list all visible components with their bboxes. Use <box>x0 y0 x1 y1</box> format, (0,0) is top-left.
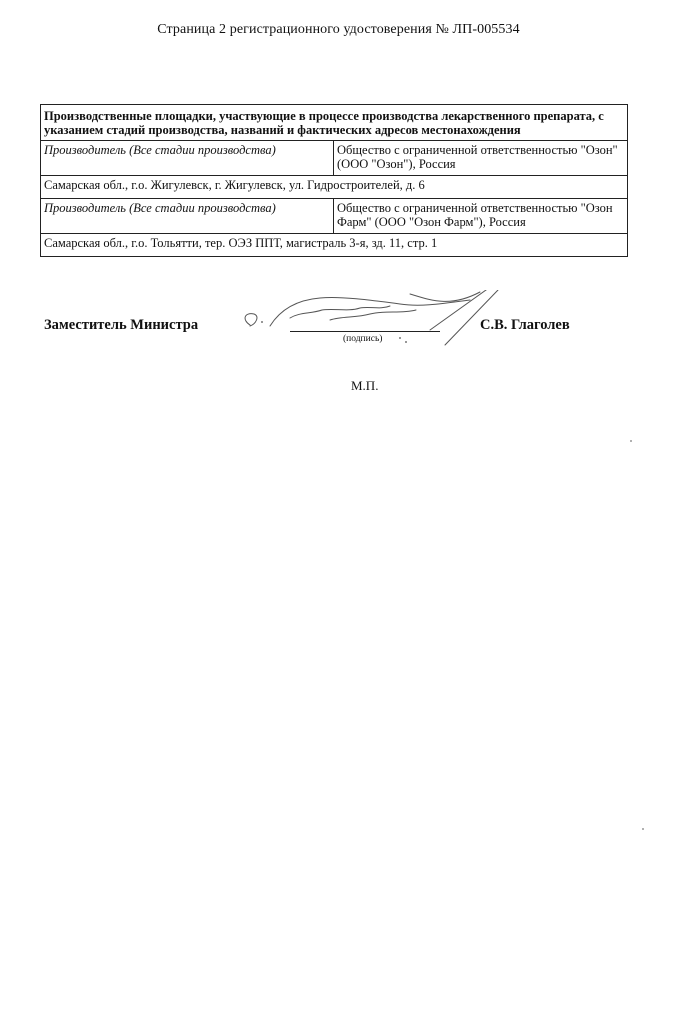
table-heading: Производственные площадки, участвующие в процессе производства лекарственного препарата, с указанием стадий производства, названий и фактических адресов местонахождения <box>41 105 628 141</box>
signature-line <box>290 331 440 332</box>
signatory-name: С.В. Глаголев <box>480 317 570 333</box>
signature-caption: (подпись) <box>343 334 383 344</box>
table-heading-row <box>41 105 628 141</box>
table-row <box>41 199 628 234</box>
page-header: Страница 2 регистрационного удостоверения № ЛП-005534 <box>157 22 520 37</box>
manufacturer-role: Производитель (Все стадии производства) <box>41 141 334 176</box>
stamp-label: М.П. <box>351 378 379 393</box>
table-row <box>41 176 628 199</box>
manufacturer-company: Общество с ограниченной ответственностью "Озон" (ООО "Озон"), Россия <box>334 141 628 176</box>
manufacturer-company: Общество с ограниченной ответственностью "Озон Фарм" (ООО "Озон Фарм"), Россия <box>334 199 628 234</box>
manufacturer-address: Самарская обл., г.о. Тольятти, тер. ОЭЗ ППТ, магистраль 3-я, зд. 11, стр. 1 <box>41 234 628 257</box>
scan-artifact <box>630 440 632 442</box>
table-row <box>41 234 628 257</box>
table-row <box>41 141 628 176</box>
signature-block <box>0 290 677 400</box>
scan-artifact <box>642 828 644 830</box>
position-title: Заместитель Министра <box>44 317 199 333</box>
production-sites-table <box>40 104 628 257</box>
manufacturer-role: Производитель (Все стадии производства) <box>41 199 334 234</box>
handwritten-signature <box>230 290 510 360</box>
manufacturer-address: Самарская обл., г.о. Жигулевск, г. Жигулевск, ул. Гидростроителей, д. 6 <box>41 176 628 199</box>
